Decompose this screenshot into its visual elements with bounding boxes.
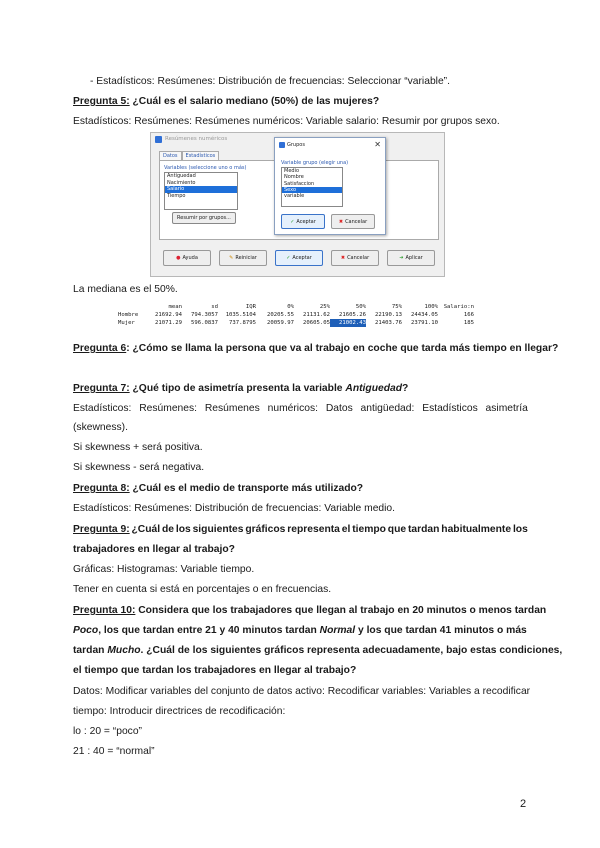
text-line: La mediana es el 50%. [73,284,178,295]
text-line: lo : 20 = “poco” [73,726,142,737]
text-line [73,402,528,415]
text-line: el tiempo que tardan los trabajadores en llegar al trabajo? [73,665,357,676]
question-text: ¿Cuál es el medio de transporte más utilizado? [129,483,364,494]
word: el [341,524,351,535]
category-mucho: Mucho [107,645,141,656]
word: representa [287,524,340,535]
table-cell: 20205.55 [267,312,294,318]
word: gráficos [245,524,286,535]
question-label: Pregunta 5: [73,96,130,107]
table-cell: 794.3057 [191,312,218,318]
word: asimetría [485,403,528,414]
word: de [161,524,174,535]
groups-dialog [274,137,386,235]
category-poco: Poco [73,625,99,636]
word: los [175,524,191,535]
r-logo-icon [279,142,285,148]
question-label: Pregunta 7: [73,383,130,394]
question-7 [73,382,528,395]
table-header-cell: 0% [287,304,294,310]
word: Estadísticos [422,403,478,414]
button-label: Aceptar [296,218,316,225]
list-item[interactable]: Sexo [282,187,342,193]
table-cell: Mujer [118,320,135,326]
highlighted-median-cell: 21002.43 [330,319,366,327]
text-line: - Estadísticos: Resúmenes: Distribución de frecuencias: Seleccionar “variable”. [90,76,450,87]
question-text: ? [402,383,409,394]
list-item[interactable]: Nombre [284,174,304,181]
word: siguientes [192,524,244,535]
question-label: Pregunta 10: [73,605,136,616]
text-line: Estadísticos: Resúmenes: Distribución de frecuencias: Variable medio. [73,503,396,514]
question-text: Considera que los trabajadores que llegan al trabajo en 20 minutos o menos tardan [135,605,547,616]
list-item[interactable]: Nacimiento [167,179,196,186]
word: que [387,524,407,535]
question-6 [73,342,559,355]
button-label: Aceptar [292,255,312,261]
dialog-tabs [159,151,219,160]
word: Resúmenes [204,403,260,414]
button-label: Aplicar [405,255,423,261]
variables-label: Variables (seleccione uno o más) [164,165,247,171]
dialog-title: Grupos [287,142,305,148]
list-item[interactable]: variable [284,193,305,200]
question-label: Pregunta 6 [73,343,127,354]
table-cell: 20059.97 [267,320,294,326]
table-header-cell: 25% [319,304,330,310]
word: numéricos: [267,403,318,414]
word: Resúmenes: [139,403,198,414]
help-button[interactable] [163,250,211,266]
ok-button[interactable] [275,250,323,266]
table-header-cell: 75% [391,304,402,310]
question-text: . ¿Cuál de los siguientes gráficos representa adecuadamente, bajo estas condiciones, [140,645,563,656]
dialog-button-row [163,250,435,266]
word: ¿Cuál [131,524,161,535]
list-item[interactable]: Salario [165,186,237,193]
button-label: Ayuda [182,255,198,261]
list-item[interactable]: Tiempo [167,192,186,199]
table-cell: 166 [463,312,474,318]
question-label: Pregunta 9: [73,524,130,535]
table-cell: 23791.10 [411,320,438,326]
question-text: ¿Qué tipo de asimetría presenta la variable [129,383,346,394]
word: los [512,524,528,535]
tab-statistics[interactable]: Estadísticos [182,151,220,160]
table-header-cell: Salario:n [443,304,474,310]
cross-icon: ✖ [340,255,346,261]
table-cell: 737.8795 [229,320,256,326]
arrow-icon: ➜ [399,255,404,261]
table-header-cell: mean [168,304,182,310]
table-row [118,311,474,319]
check-icon: ✓ [290,218,295,225]
list-item[interactable]: Satisfaccion [284,180,315,187]
question-10-line-2 [73,624,528,637]
dialog-title: Resúmenes numéricos [165,136,228,142]
table-cell: 21692.94 [155,312,182,318]
help-icon: ● [176,255,181,261]
text-line: Si skewness - será negativa. [73,462,205,473]
check-icon: ✓ [286,255,291,261]
text-line: Gráficas: Histogramas: Variable tiempo. [73,564,255,575]
question-10 [73,604,547,617]
table-cell: 21131.62 [303,312,330,318]
text-line: (skewness). [73,422,128,433]
question-text: y los que tardan 41 minutos o más [355,625,527,636]
table-header-cell: 100% [424,304,438,310]
table-cell: 21605.26 [339,312,366,318]
text-line: trabajadores en llegar al trabajo? [73,544,235,555]
table-header-cell [118,303,146,311]
question-text: ¿Cuál es el salario mediano (50%) de las mujeres? [129,96,380,107]
group-variable-label: Variable grupo (elegir una) [281,160,349,166]
table-cell: 20605.05 [303,320,330,326]
word: Datos [325,403,353,414]
apply-button[interactable] [387,250,435,266]
text-line: Tener en cuenta si está en porcentajes o en frecuencias. [73,584,332,595]
question-9 [73,523,528,536]
r-logo-icon [155,136,162,143]
button-label: Cancelar [347,255,370,261]
text-line: Estadísticos: Resúmenes: Resúmenes numéricos: Variable salario: Resumir por grupos sexo. [73,116,500,127]
table-cell: 596.0837 [191,320,218,326]
list-item[interactable]: Medio [284,168,300,174]
question-text: tardan [73,645,108,656]
text-line: Datos: Modificar variables del conjunto de datos activo: Recodificar variables: Variables a recodificar [73,686,531,697]
table-header-cell: sd [211,304,218,310]
table-cell: Hombre [118,312,139,318]
cancel-button[interactable] [331,250,379,266]
tab-data[interactable]: Datos [159,151,182,160]
summarize-by-groups-button[interactable]: Resumir por grupos... [172,212,236,224]
button-label: Cancelar [345,218,368,225]
close-icon[interactable]: ✕ [374,140,381,149]
reset-button[interactable] [219,250,267,266]
group-variable-list[interactable] [281,167,343,207]
table-cell: 21071.29 [155,320,182,326]
table-cell: 21403.76 [375,320,402,326]
table-cell: 22190.13 [375,312,402,318]
question-8 [73,482,528,495]
word: habitualmente [441,524,512,535]
list-item[interactable]: Antiguedad [167,173,196,179]
word: antigüedad: [360,403,415,414]
variables-list[interactable] [164,172,238,210]
dialog-button-row [281,214,375,229]
text-line: Si skewness + será positiva. [73,442,203,453]
question-10-line-3 [73,644,563,657]
button-label: Reiniciar [235,255,257,261]
table-header-row [118,303,474,311]
question-text: : ¿Cómo se llama la persona que va al trabajo en coche que tarda más tiempo en llegar? [126,343,559,354]
cancel-button[interactable] [331,214,375,229]
text-line: 21 : 40 = “normal” [73,746,155,757]
page-number: 2 [520,798,527,810]
word: tiempo [352,524,386,535]
category-normal: Normal [319,625,356,636]
reset-icon: ✎ [229,255,234,261]
question-5 [73,95,528,108]
ok-button[interactable] [281,214,325,229]
summary-output-table [118,303,474,327]
word: Estadísticos: [73,403,132,414]
cross-icon: ✖ [338,218,344,225]
table-cell: 1035.5104 [225,312,256,318]
question-variable: Antiguedad [345,383,403,394]
table-cell: 185 [463,320,474,326]
word: tardan [407,524,440,535]
question-label: Pregunta 8: [73,483,130,494]
table-row [118,319,474,327]
table-cell: 24434.05 [411,312,438,318]
table-header-cell: IQR [245,304,256,310]
table-header-cell: 50% [355,304,366,310]
question-text: , los que tardan entre 21 y 40 minutos tardan [98,625,320,636]
text-line: tiempo: Introducir directrices de recodificación: [73,706,286,717]
